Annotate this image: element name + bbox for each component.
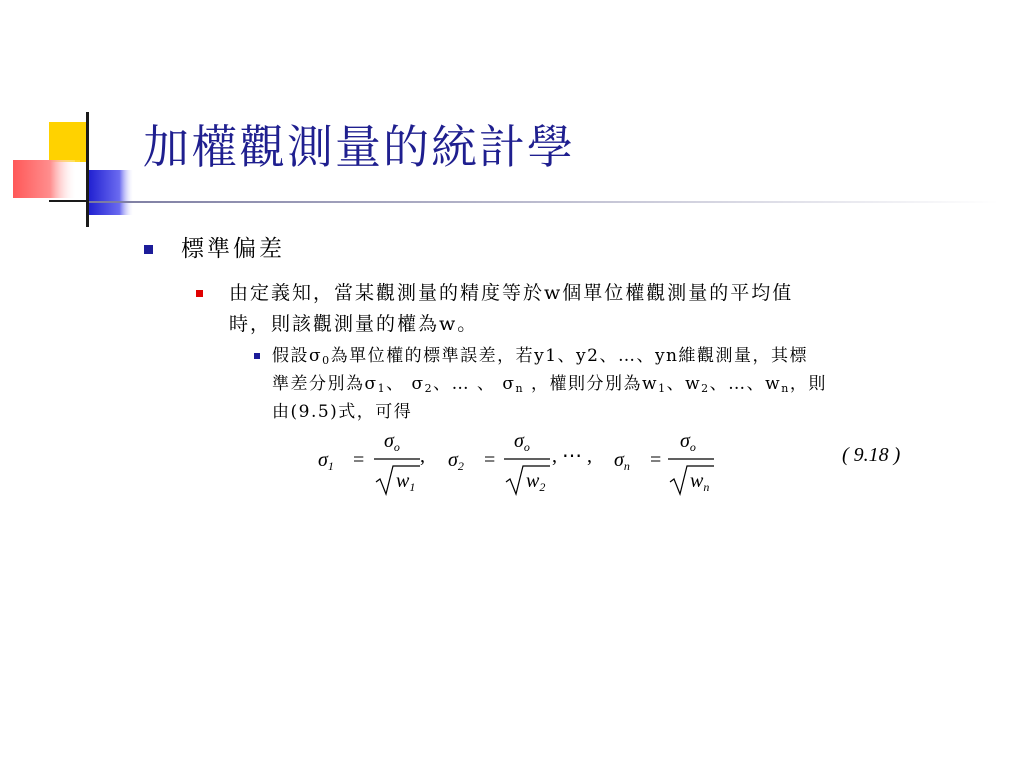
bullet-level3-line3: 由(9.5)式，可得 — [272, 402, 413, 422]
eq-lhs-sigman: $\sigma_n$ — [614, 449, 630, 473]
deco-red-fade — [10, 160, 80, 198]
bullet-level1-text: 標準偏差 — [181, 236, 285, 262]
eq-lhs-sigma1: $\sigma_1$ — [318, 449, 334, 473]
eq-lhs-sigma2: $\sigma_2$ — [448, 449, 464, 473]
deco-vertical-line — [86, 112, 89, 227]
eq-denominator-n: $w_n$ — [690, 470, 710, 494]
bullet-level3-line1: 假設$\sigma_0$為單位權的標準誤差，若y1、y2、…、yn維觀測量，其標 — [272, 346, 809, 367]
equation-9-18 — [318, 430, 918, 500]
deco-blue-square — [88, 170, 133, 215]
bullet-square-small-icon — [254, 353, 260, 359]
eq-numerator-2: $\sigma_o$ — [514, 430, 530, 454]
bullet-level3-line2: 準差分別為$\sigma_1$、 $\sigma_2$、… 、 $\sigma_n$ ，權則分別為$w_1$、$w_2$、…、$w_n$，則 — [272, 374, 827, 395]
eq-denominator-1: $w_1$ — [396, 470, 416, 494]
eq-ellipsis: , ⋯ , — [552, 445, 592, 467]
eq-comma-1: , — [420, 445, 425, 467]
bullet-level2-line1: 由定義知，當某觀測量的精度等於w個單位權觀測量的平均值 — [229, 282, 794, 304]
deco-short-line — [49, 200, 89, 202]
bullet-level3-text — [272, 342, 1002, 426]
eq-equals-2: = — [484, 449, 496, 471]
eq-equals-1: = — [353, 449, 365, 471]
bullet-level2-line2: 時，則該觀測量的權為w。 — [229, 313, 479, 335]
eq-numerator-n: $\sigma_o$ — [680, 430, 696, 454]
eq-equals-n: = — [650, 449, 662, 471]
bullet-square-red-icon — [196, 290, 203, 297]
bullet-level2-text — [229, 278, 999, 340]
equation-number: ( 9.18 ) — [842, 444, 901, 466]
bullet-square-icon — [144, 245, 153, 254]
slide-title: 加權觀測量的統計學 — [143, 120, 575, 174]
deco-yellow-square — [49, 122, 89, 162]
deco-horizontal-rule — [89, 201, 999, 203]
eq-denominator-2: $w_2$ — [526, 470, 546, 494]
eq-numerator-1: $\sigma_o$ — [384, 430, 400, 454]
